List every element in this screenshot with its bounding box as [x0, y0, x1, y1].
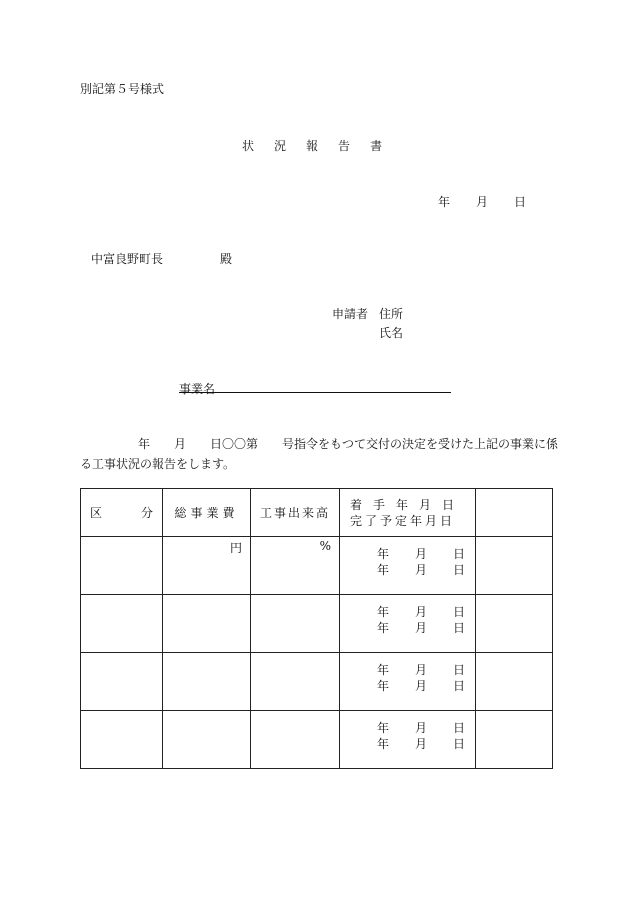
date-month: 月 [415, 721, 428, 735]
date-year: 年 [377, 663, 390, 677]
addressee: 中富良野町長 [91, 252, 164, 266]
header-category [81, 489, 163, 537]
date-year: 年 [377, 721, 390, 735]
header-date-start-char: 日 [442, 497, 455, 512]
date-year: 年 [377, 547, 390, 561]
date-month: 月 [415, 737, 428, 751]
date-month: 月 [415, 605, 428, 619]
cell-total-cost [163, 595, 251, 653]
header-category-a: 区 [90, 506, 103, 520]
date-day: 日 [453, 563, 466, 577]
cell-dates [340, 537, 476, 595]
cell-category [81, 537, 163, 595]
title-char: 報 [306, 139, 319, 153]
cell-dates [340, 595, 476, 653]
table-header-row [81, 489, 553, 537]
date-year: 年 [438, 195, 451, 209]
project-name-underline [179, 392, 451, 393]
title-char: 況 [274, 139, 287, 153]
date-year: 年 [377, 737, 390, 751]
date-month: 月 [415, 547, 428, 561]
cell-category [81, 653, 163, 711]
date-day: 日 [453, 621, 466, 635]
title-char: 告 [338, 139, 351, 153]
date-year: 年 [377, 563, 390, 577]
body-text-line2: る工事状況の報告をします。 [80, 457, 236, 471]
cell-total-cost [163, 653, 251, 711]
title-char: 書 [370, 139, 383, 153]
date-year: 年 [377, 679, 390, 693]
table-row [81, 711, 553, 769]
body-text-line1: 年 月 日〇〇第 号指令をもつて交付の決定を受けた上記の事業に係 [138, 437, 559, 451]
cell-completion-rate [251, 537, 340, 595]
cell-extra [476, 711, 553, 769]
cell-dates [340, 711, 476, 769]
applicant-label: 申請者 [332, 307, 369, 321]
title-char: 状 [242, 139, 255, 153]
date-month: 月 [415, 663, 428, 677]
cell-dates [340, 653, 476, 711]
cell-completion-rate [251, 595, 340, 653]
header-extra [476, 489, 553, 537]
form-number: 別記第５号様式 [80, 82, 165, 96]
header-total-cost: 総事業費 [163, 489, 251, 537]
document-title [242, 137, 382, 154]
date-day: 日 [514, 195, 527, 209]
header-date-end: 完了予定年月日 [350, 513, 456, 528]
date-year: 年 [377, 621, 390, 635]
project-name-label: 事業名 [179, 382, 216, 396]
header-date-start-char: 手 [373, 497, 386, 512]
header-date-start-char: 月 [419, 497, 432, 512]
unit-percent: % [319, 539, 331, 553]
cell-total-cost [163, 711, 251, 769]
date-month: 月 [415, 563, 428, 577]
date-month: 月 [476, 195, 489, 209]
name-label: 氏名 [379, 326, 404, 340]
table-row [81, 537, 553, 595]
unit-yen: 円 [229, 541, 242, 555]
date-day: 日 [453, 679, 466, 693]
date-day: 日 [453, 737, 466, 751]
cell-total-cost [163, 537, 251, 595]
table-row [81, 653, 553, 711]
date-day: 日 [453, 663, 466, 677]
date-day: 日 [453, 605, 466, 619]
honorific: 殿 [220, 252, 233, 266]
cell-extra [476, 537, 553, 595]
date-line [438, 193, 526, 210]
header-dates [340, 489, 476, 537]
status-table [80, 488, 553, 769]
address-label: 住所 [379, 307, 404, 321]
cell-extra [476, 595, 553, 653]
table-row [81, 595, 553, 653]
header-date-start [350, 497, 475, 513]
date-day: 日 [453, 547, 466, 561]
cell-category [81, 711, 163, 769]
cell-extra [476, 653, 553, 711]
date-month: 月 [415, 679, 428, 693]
header-date-start-char: 着 [350, 497, 363, 512]
cell-completion-rate [251, 653, 340, 711]
date-month: 月 [415, 621, 428, 635]
header-completion-rate: 工事出来高 [251, 489, 340, 537]
header-category-b: 分 [140, 506, 153, 520]
header-date-start-char: 年 [396, 497, 409, 512]
cell-completion-rate [251, 711, 340, 769]
date-year: 年 [377, 605, 390, 619]
date-day: 日 [453, 721, 466, 735]
cell-category [81, 595, 163, 653]
